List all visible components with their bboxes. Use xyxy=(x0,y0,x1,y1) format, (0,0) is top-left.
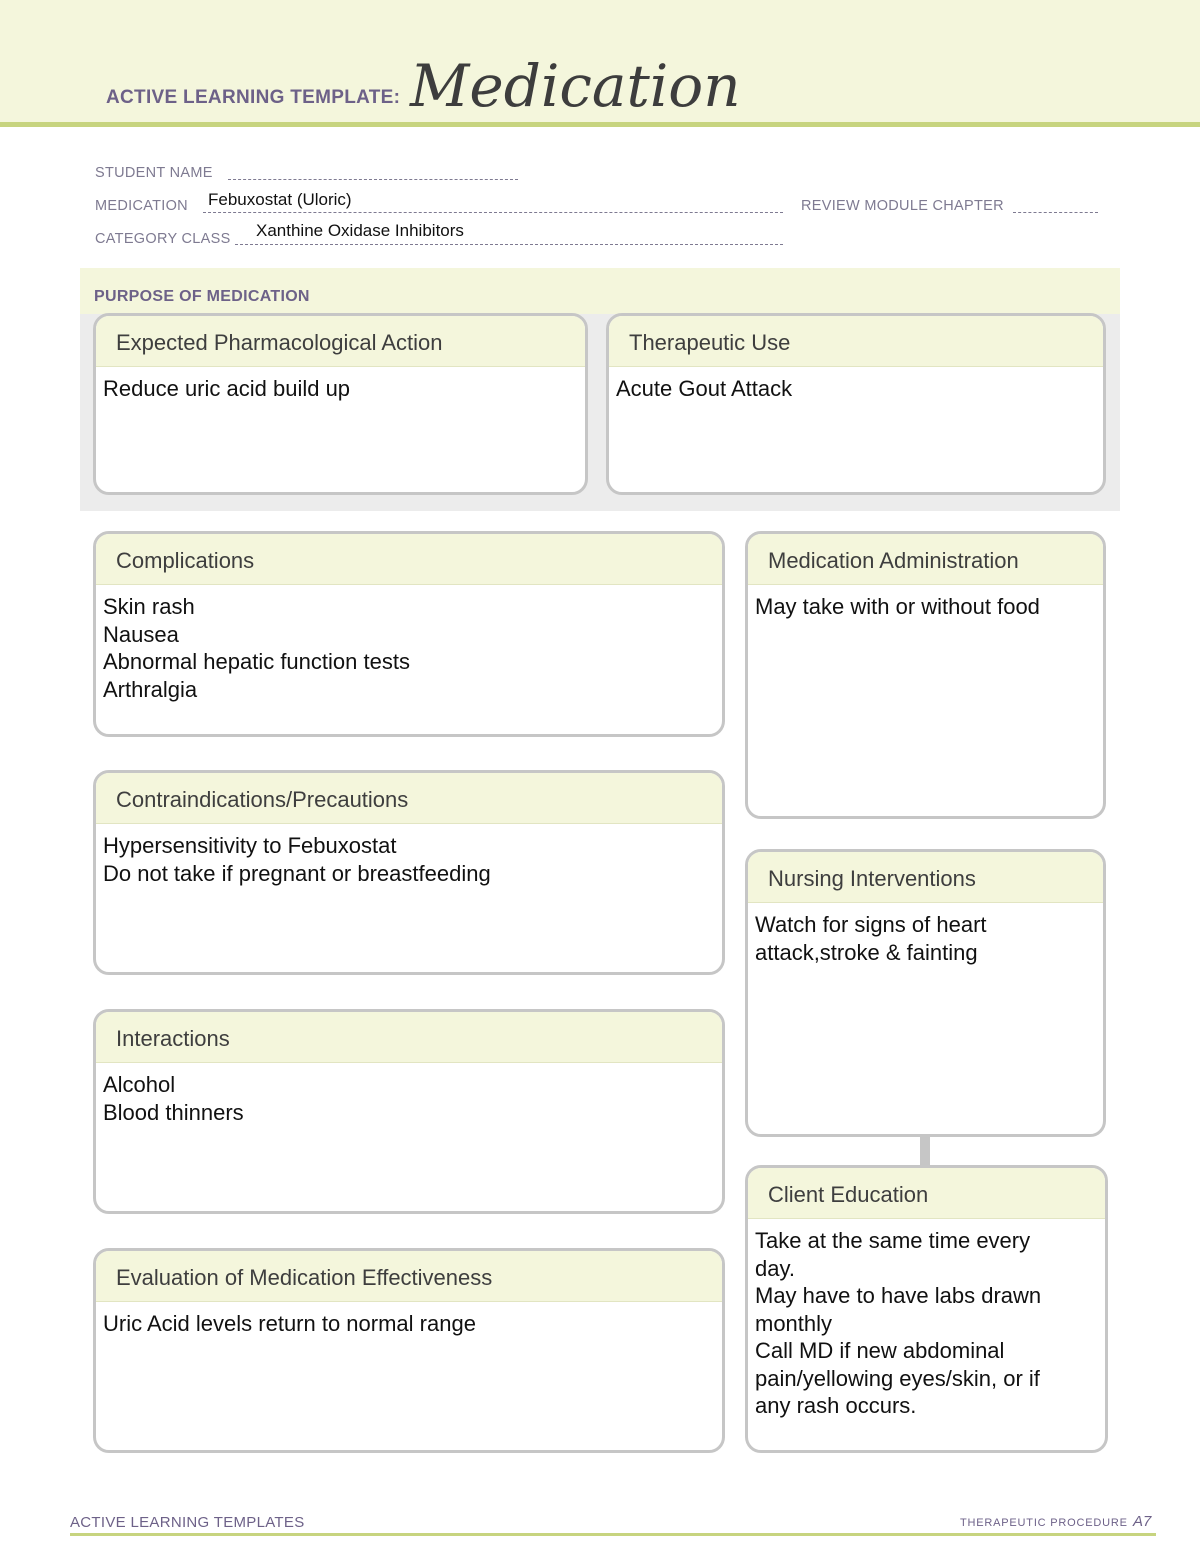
text-line: Blood thinners xyxy=(103,1099,244,1125)
text-line: attack,stroke & fainting xyxy=(755,939,978,965)
template-label: ACTIVE LEARNING TEMPLATE: xyxy=(106,87,401,108)
interactions-title: Interactions xyxy=(116,1026,230,1051)
category-class-value: Xanthine Oxidase Inhibitors xyxy=(256,221,464,240)
box-header xyxy=(96,1012,722,1063)
interactions-box[interactable] xyxy=(93,1009,725,1214)
text-line: monthly xyxy=(755,1310,833,1336)
medication-value: Febuxostat (Uloric) xyxy=(208,190,352,209)
therapeutic-use-text xyxy=(609,367,1103,403)
therapeutic-use-title: Therapeutic Use xyxy=(629,330,791,355)
nursing-interventions-text xyxy=(748,903,1103,966)
text-line: Call MD if new abdominal xyxy=(755,1338,1005,1363)
medication-label: MEDICATION xyxy=(95,198,188,214)
expected-action-text xyxy=(96,367,585,403)
expected-action-box[interactable] xyxy=(93,313,588,495)
nursing-interventions-title: Nursing Interventions xyxy=(768,866,976,891)
contraindications-text xyxy=(96,824,722,887)
box-header xyxy=(96,316,585,367)
box-header xyxy=(96,773,722,824)
evaluation-box[interactable] xyxy=(93,1248,725,1453)
page-number: A7 xyxy=(1133,1513,1152,1530)
header-divider xyxy=(0,122,1200,127)
client-education-text xyxy=(748,1219,1105,1420)
text-line: Uric Acid levels return to normal range xyxy=(103,1311,476,1336)
box-header xyxy=(609,316,1103,367)
text-line: Hypersensitivity to Febuxostat xyxy=(103,833,397,858)
text-line: Take at the same time every xyxy=(755,1228,1031,1253)
text-line: Watch for signs of heart xyxy=(755,912,987,937)
box-header xyxy=(96,534,722,585)
administration-box[interactable] xyxy=(745,531,1106,819)
contraindications-title: Contraindications/Precautions xyxy=(116,787,409,812)
connector-bar xyxy=(920,1136,930,1166)
text-line: Do not take if pregnant or breastfeeding xyxy=(103,860,491,886)
administration-title: Medication Administration xyxy=(768,548,1019,573)
administration-text xyxy=(748,585,1103,621)
text-line: pain/yellowing eyes/skin, or if xyxy=(755,1365,1040,1391)
expected-action-title: Expected Pharmacological Action xyxy=(116,330,443,355)
box-header xyxy=(748,534,1103,585)
evaluation-title: Evaluation of Medication Effectiveness xyxy=(116,1265,493,1290)
box-header xyxy=(96,1251,722,1302)
text-line: Acute Gout Attack xyxy=(616,376,793,401)
text-line: Alcohol xyxy=(103,1072,176,1097)
client-education-box[interactable] xyxy=(745,1165,1108,1453)
text-line: Abnormal hepatic function tests xyxy=(103,649,410,674)
purpose-title: PURPOSE OF MEDICATION xyxy=(94,288,310,305)
text-line: May take with or without food xyxy=(755,594,1040,619)
complications-title: Complications xyxy=(116,548,255,573)
text-line: May have to have labs drawn xyxy=(755,1283,1042,1308)
review-module-label: REVIEW MODULE CHAPTER xyxy=(801,198,1004,214)
complications-box[interactable] xyxy=(93,531,725,737)
text-line: Arthralgia xyxy=(103,676,198,702)
footer-divider xyxy=(70,1533,1156,1536)
review-module-field[interactable] xyxy=(1013,212,1098,213)
nursing-interventions-box[interactable] xyxy=(745,849,1106,1137)
student-name-field[interactable] xyxy=(228,179,518,180)
medication-field[interactable] xyxy=(203,212,783,213)
text-line: Skin rash xyxy=(103,594,195,619)
text-line: Reduce uric acid build up xyxy=(103,376,351,401)
student-name-label: STUDENT NAME xyxy=(95,165,213,181)
evaluation-text xyxy=(96,1302,722,1338)
interactions-text xyxy=(96,1063,722,1126)
text-line: any rash occurs. xyxy=(755,1393,917,1418)
page-title: Medication xyxy=(410,52,741,120)
footer-right-label: THERAPEUTIC PROCEDURE xyxy=(960,1517,1128,1529)
footer-left-label: ACTIVE LEARNING TEMPLATES xyxy=(70,1514,305,1531)
text-line: day. xyxy=(755,1255,795,1281)
client-education-title: Client Education xyxy=(768,1182,929,1207)
box-header xyxy=(748,1168,1105,1219)
category-class-label: CATEGORY CLASS xyxy=(95,231,231,247)
contraindications-box[interactable] xyxy=(93,770,725,975)
complications-text xyxy=(96,585,722,703)
therapeutic-use-box[interactable] xyxy=(606,313,1106,495)
text-line: Nausea xyxy=(103,621,179,647)
category-class-field[interactable] xyxy=(235,244,783,245)
box-header xyxy=(748,852,1103,903)
